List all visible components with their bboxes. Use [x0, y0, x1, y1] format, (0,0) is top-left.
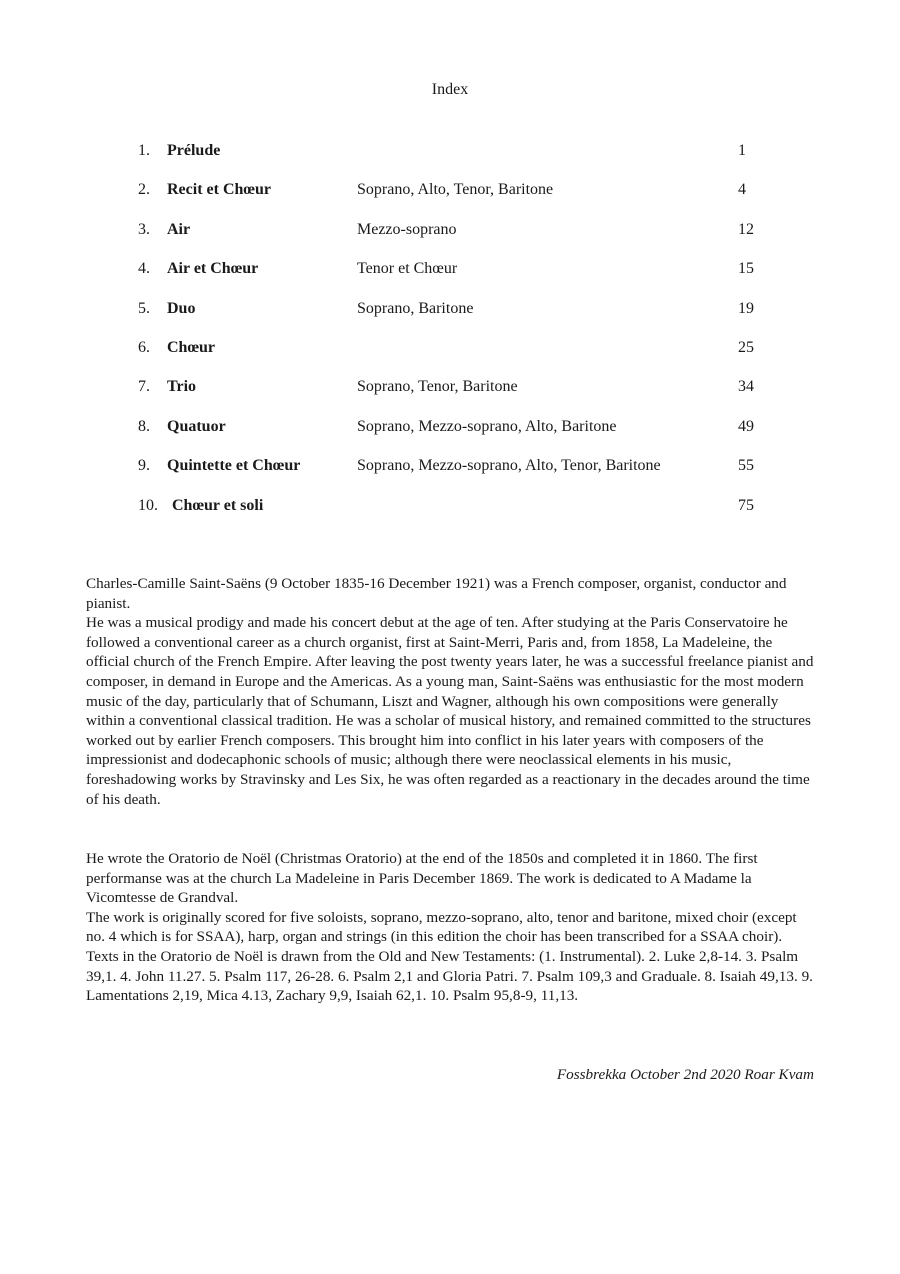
toc-title: Chœur et soli — [172, 496, 264, 514]
toc-voices: Soprano, Mezzo-soprano, Alto, Baritone — [357, 417, 617, 435]
table-of-contents — [138, 140, 778, 534]
toc-page-number: 15 — [738, 260, 754, 278]
toc-row — [138, 455, 778, 494]
toc-page-number: 12 — [738, 220, 754, 238]
toc-title: Chœur — [167, 338, 216, 356]
toc-voices: Mezzo-soprano — [357, 220, 457, 238]
toc-number: 9. — [138, 457, 150, 475]
toc-row — [138, 376, 778, 415]
toc-page-number: 19 — [738, 299, 754, 317]
toc-number: 5. — [138, 299, 150, 317]
bio-paragraph: Charles-Camille Saint-Saëns (9 October 1835-16 December 1921) was a French composer, organist, conductor and pianist. — [86, 575, 787, 612]
toc-voices: Soprano, Baritone — [357, 299, 474, 317]
toc-page-number: 1 — [738, 142, 746, 159]
work-paragraph: Texts in the Oratorio de Noël is drawn from the Old and New Testaments: (1. Instrumental). 2. Luke 2,8-14. 3. Psalm 39,1. 4. John 11.27. 5. Psalm 117, 26-28. 6. Psalm 2,1 and Gloria Patri. 7. Psalm 109,3 and Graduale. 8. Isaiah 49,13. 9. Lamentations 2,19, Mica 4.13, Zachary 9,9, Isaiah 62,1. 10. Psalm 95,8-9, 11,13. — [86, 947, 813, 1005]
toc-number: 10. — [138, 496, 158, 514]
page-title: Index — [431, 81, 469, 98]
toc-voices: Soprano, Tenor, Baritone — [357, 378, 518, 396]
toc-page-number: 34 — [738, 378, 754, 396]
toc-voices: Tenor et Chœur — [357, 260, 458, 278]
toc-number: 2. — [138, 181, 150, 199]
work-paragraph: The work is originally scored for five soloists, soprano, mezzo-soprano, alto, tenor and baritone, mixed choir (except no. 4 which is for SSAA), harp, organ and strings (in this edition the choir has been transcribed for a SSAA choir). — [86, 908, 797, 946]
toc-row — [138, 219, 778, 258]
toc-title: Quatuor — [167, 417, 226, 435]
toc-row — [138, 416, 778, 455]
toc-page-number: 55 — [738, 457, 754, 475]
toc-row — [138, 298, 778, 337]
toc-page-number: 25 — [738, 338, 754, 356]
toc-page-number: 75 — [738, 496, 754, 514]
work-paragraph: He wrote the Oratorio de Noël (Christmas Oratorio) at the end of the 1850s and completed it in 1860. The first performanse was at the church La Madeleine in Paris December 1869. The work is dedicated to A Madame la Vicomtesse de Grandval. — [86, 850, 758, 907]
toc-number: 7. — [138, 378, 150, 396]
toc-number: 1. — [138, 142, 150, 159]
toc-row — [138, 337, 778, 376]
toc-row — [138, 258, 778, 297]
toc-title: Quintette et Chœur — [167, 457, 301, 475]
toc-number: 8. — [138, 417, 150, 435]
toc-row — [138, 140, 778, 179]
toc-title: Air — [167, 220, 191, 238]
toc-voices: Soprano, Alto, Tenor, Baritone — [357, 181, 554, 199]
toc-title: Duo — [167, 299, 196, 317]
composer-biography — [86, 574, 816, 809]
signature: Fossbrekka October 2nd 2020 Roar Kvam — [556, 1066, 814, 1083]
toc-number: 6. — [138, 338, 150, 356]
work-description — [86, 849, 816, 1006]
toc-row — [138, 179, 778, 218]
toc-page-number: 49 — [738, 417, 754, 435]
toc-title: Air et Chœur — [167, 260, 259, 278]
toc-voices: Soprano, Mezzo-soprano, Alto, Tenor, Baritone — [357, 457, 661, 475]
toc-page-number: 4 — [738, 181, 746, 199]
toc-title: Recit et Chœur — [167, 181, 271, 199]
bio-paragraph: He was a musical prodigy and made his concert debut at the age of ten. After studying at the Paris Conservatoire he followed a conventional career as a church organist, first at Saint-Merri, Paris and, from 1858, La Madeleine, the official church of the French Empire. After leaving the post twenty years later, he was a successful freelance pianist and composer, in demand in Europe and the Americas. As a young man, Saint-Saëns was enthusiastic for the most modern music of the day, particularly that of Schumann, Liszt and Wagner, although his own compositions were generally within a conventional classical tradition. He was a scholar of musical history, and remained committed to the structures worked out by earlier French composers. This brought him into conflict in his later years with composers of the impressionist and dodecaphonic schools of music; although there were neoclassical elements in his music, foreshadowing works by Stravinsky and Les Six, he was often regarded as a reactionary in the decades around the time of his death. — [86, 614, 814, 808]
toc-number: 3. — [138, 220, 150, 238]
toc-title: Prélude — [167, 142, 221, 159]
toc-number: 4. — [138, 260, 150, 278]
toc-row — [138, 495, 778, 534]
toc-title: Trio — [167, 378, 197, 396]
